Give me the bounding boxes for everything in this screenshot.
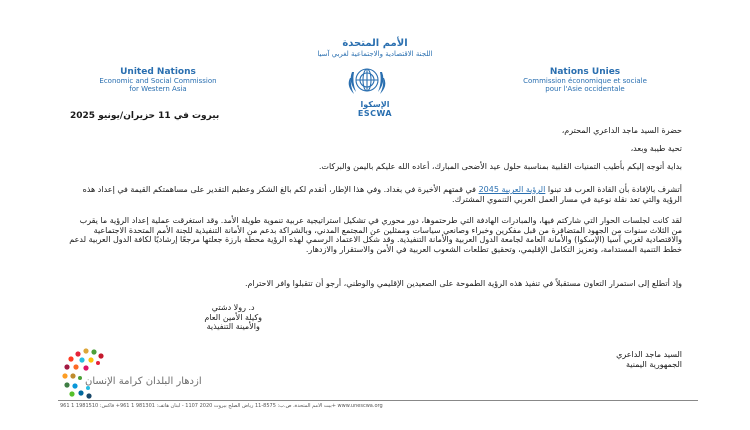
english-commission-line-1: Economic and Social Commission xyxy=(99,76,217,85)
paragraph-2-start: أتشرف بالإفادة بأن القادة العرب قد تبنوا xyxy=(545,185,682,194)
french-un-title: Nations Unies xyxy=(549,67,621,77)
header-ar-subtitle: اللجنة الاقتصادية والاجتماعية لغربي آسيا xyxy=(317,49,433,58)
english-un-title: United Nations xyxy=(120,67,196,77)
escwa-english-name: ESCWA xyxy=(357,109,393,118)
signatory-name: د. رولا دشتي xyxy=(211,303,255,312)
footer-contact: بيت الأمم المتحدة، ص.ب: 8575-11 رياض الصلح بيروت 2020 1107 - لبنان هاتف: 981301 1 961+ فاكس: 1981510 1 961+ www.unescwa.org xyxy=(60,403,383,409)
salutation: حضرة السيد ماجد الداعري المحترم، xyxy=(561,126,682,135)
paragraph-1: بداية أتوجه إليكم بأطيب التمنيات القلبية بمناسبة حلول عيد الأضحى المبارك، أعاده الله عليكم باليمن والبركات. xyxy=(318,162,682,171)
letter-date: بيروت في 11 حزيران/يونيو 2025 xyxy=(70,111,220,121)
sdg-dots-logo-icon xyxy=(58,346,318,400)
footer-slogan: ازدهار البلدان كرامة الإنسان xyxy=(85,376,202,387)
footer-divider xyxy=(58,400,698,401)
arabic-header xyxy=(0,38,750,58)
signature-block xyxy=(204,303,262,332)
signatory-title-2: والأمينة التنفيذية xyxy=(206,322,260,332)
greeting: تحية طيبة وبعد، xyxy=(630,144,682,153)
header-ar-title: الأمم المتحدة xyxy=(342,38,408,49)
french-header xyxy=(500,68,670,93)
french-commission-line-2: pour l'Asie occidentale xyxy=(545,84,625,93)
paragraph-4: وإذ أتطلع إلى استمرار التعاون مستقبلاً في تنفيذ هذه الرؤية الطموحة على الصعيدين الإقليمي والوطني، أرجو أن تتقبلوا وافر الاحترام. xyxy=(244,279,682,288)
recipient-name: السيد ماجد الداعري xyxy=(616,350,682,359)
paragraph-2-end: في قمتهم الأخيرة في بغداد. وفي هذا الإطار، أتقدم لكم بالغ الشكر وعظيم التقدير على مساهمتكم القيمة في إعداد هذه الرؤية والتي تعد نقلة نوعية في مسار العمل العربي التنموي المشترك. xyxy=(82,185,682,204)
french-commission-line-1: Commission économique et sociale xyxy=(523,76,647,85)
signatory-title-1: وكيلة الأمين العام xyxy=(204,312,262,322)
english-commission-line-2: for Western Asia xyxy=(129,84,187,93)
english-header xyxy=(78,68,238,93)
vision-2045-link[interactable]: الرؤية العربية 2045 xyxy=(478,185,546,194)
paragraph-3: لقد كانت لجلسات الحوار التي شاركتم فيها، والمبادرات الهادفة التي طرحتموها، دور محوري في تشكيل استراتيجية عربية تنموية طويلة الأمد. وقد استغرقت عملية إعداد الرؤية ما يقرب من الثلاث سنوات من الجهود المتضافرة من قبل مفكرين وخبراء وصانعي سياسات وممثلين عن المجتمع المدني، وبالشراكة بدعم من الأمانة التنفيذية للجنة الأمم المتحدة الاجتماعية والاقتصادية لغربي آسيا (الإسكوا) والأمانة العامة لجامعة الدول العربية والأمانة التنفيذية. وقد شكل الاعتماد الرسمي لهذه الرؤية محطة بارزة جعلتها مرجعًا إرشاديًا لكافة الدول العربية لدعم خطط التنمية المستدامة، وتعزيز التكامل الإقليمي، وتحقيق تطلعات الشعوب العربية في الأمن والاستقرار والازدهار. xyxy=(69,216,682,254)
escwa-arabic-name: الإسكوا xyxy=(360,100,390,109)
paragraph-2 xyxy=(68,185,682,204)
recipient-country: الجمهورية اليمنية xyxy=(625,359,682,369)
